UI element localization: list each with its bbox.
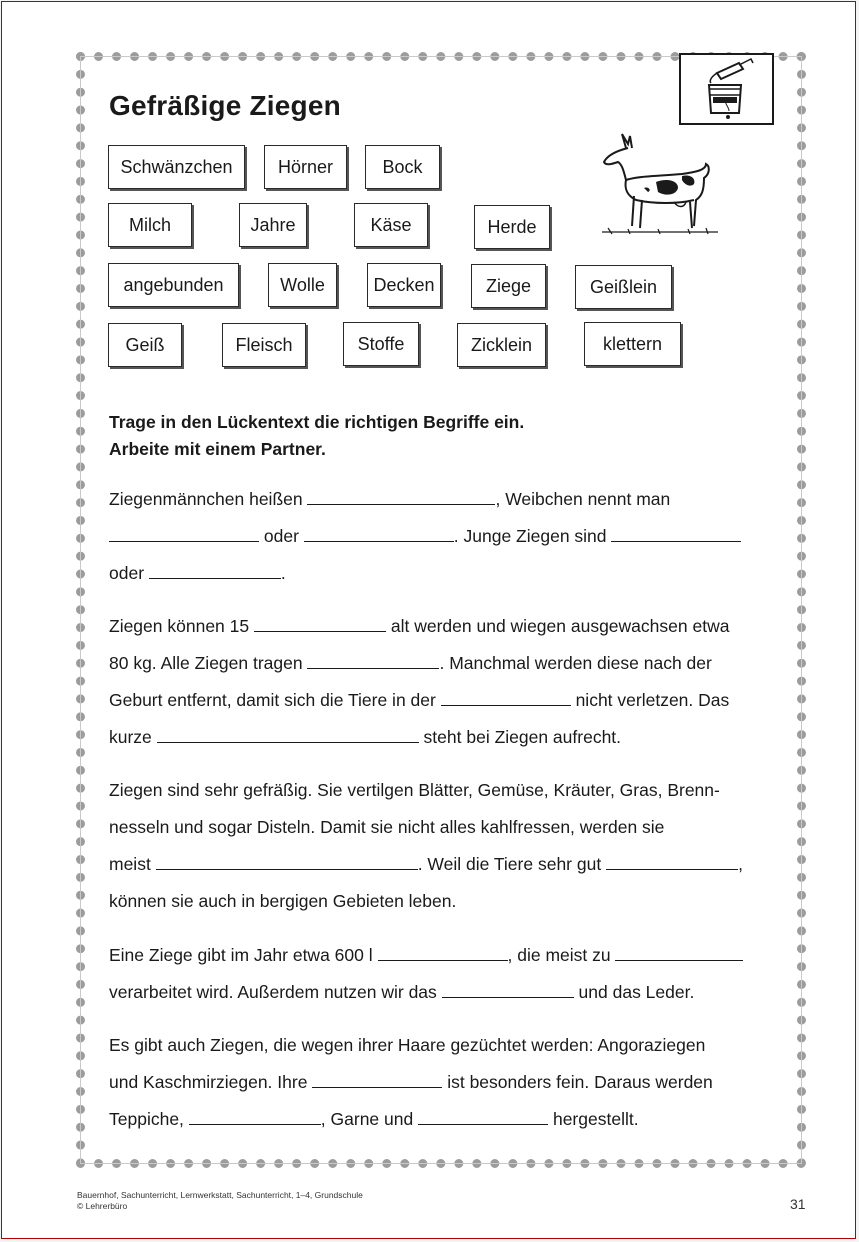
word-card: Ziege bbox=[471, 264, 546, 308]
task-instructions bbox=[109, 409, 524, 463]
cloze-paragraph-4 bbox=[109, 937, 743, 1011]
cloze-text: , bbox=[738, 854, 743, 874]
blank-field[interactable] bbox=[418, 1106, 548, 1125]
cloze-text: und das Leder. bbox=[578, 982, 695, 1002]
blank-field[interactable] bbox=[312, 1069, 442, 1088]
cloze-text: Eine Ziege gibt im Jahr etwa 600 l bbox=[109, 945, 373, 965]
instruction-line: Arbeite mit einem Partner. bbox=[109, 439, 326, 459]
cloze-text: meist bbox=[109, 854, 151, 874]
word-card: Geiß bbox=[108, 323, 182, 367]
cloze-text: steht bei Ziegen aufrecht. bbox=[423, 727, 622, 747]
cloze-text: Ziegen sind sehr gefräßig. Sie vertilgen Blätter, Gemüse, Kräuter, Gras, Brenn- bbox=[109, 780, 720, 800]
cloze-text: , Garne und bbox=[320, 1109, 414, 1129]
word-card: Zicklein bbox=[457, 323, 546, 367]
blank-field[interactable] bbox=[109, 523, 259, 542]
cloze-paragraph-2 bbox=[109, 608, 729, 756]
blank-field[interactable] bbox=[615, 942, 743, 961]
cloze-paragraph-3 bbox=[109, 772, 743, 920]
cloze-text: . Manchmal werden diese nach der bbox=[439, 653, 712, 673]
page-number: 31 bbox=[790, 1196, 806, 1212]
worksheet-title: Gefräßige Ziegen bbox=[109, 90, 341, 121]
cloze-text: Ziegenmännchen heißen bbox=[109, 489, 303, 509]
word-card: Hörner bbox=[264, 145, 347, 189]
cloze-text: . Weil die Tiere sehr gut bbox=[417, 854, 602, 874]
word-card: Wolle bbox=[268, 263, 337, 307]
word-card: Jahre bbox=[239, 203, 307, 247]
blank-field[interactable] bbox=[442, 979, 574, 998]
cloze-text: , die meist zu bbox=[507, 945, 611, 965]
blank-field[interactable] bbox=[307, 486, 495, 505]
cloze-text: Teppiche, bbox=[109, 1109, 184, 1129]
word-card: Käse bbox=[354, 203, 428, 247]
cloze-paragraph-1 bbox=[109, 481, 741, 592]
footer-credits bbox=[77, 1190, 363, 1212]
cloze-text: verarbeitet wird. Außerdem nutzen wir das bbox=[109, 982, 437, 1002]
cloze-text: Geburt entfernt, damit sich die Tiere in der bbox=[109, 690, 436, 710]
blank-field[interactable] bbox=[441, 687, 571, 706]
cloze-text: hergestellt. bbox=[552, 1109, 639, 1129]
blank-field[interactable] bbox=[254, 613, 386, 632]
word-card: Stoffe bbox=[343, 322, 419, 366]
cloze-text: nesseln und sogar Disteln. Damit sie nicht alles kahlfressen, werden sie bbox=[109, 817, 665, 837]
word-card: angebunden bbox=[108, 263, 239, 307]
cloze-text: ist besonders fein. Daraus werden bbox=[447, 1072, 713, 1092]
cloze-text: oder bbox=[109, 563, 145, 583]
footer-line: © Lehrerbüro bbox=[77, 1201, 128, 1211]
cloze-paragraph-5 bbox=[109, 1027, 713, 1138]
word-card: Bock bbox=[365, 145, 440, 189]
cloze-text: alt werden und wiegen ausgewachsen etwa bbox=[390, 616, 730, 636]
blank-field[interactable] bbox=[307, 650, 439, 669]
worksheet-page bbox=[1, 1, 856, 1239]
cloze-text: oder bbox=[263, 526, 299, 546]
cloze-text: kurze bbox=[109, 727, 152, 747]
cloze-text: können sie auch in bergigen Gebieten leben. bbox=[109, 891, 457, 911]
word-card: Geißlein bbox=[575, 265, 672, 309]
instruction-line: Trage in den Lückentext die richtigen Begriffe ein. bbox=[109, 412, 525, 432]
cloze-text: und Kaschmirziegen. Ihre bbox=[109, 1072, 308, 1092]
blank-field[interactable] bbox=[378, 942, 508, 961]
cloze-text: . Junge Ziegen sind bbox=[453, 526, 607, 546]
word-card: Decken bbox=[367, 263, 441, 307]
blank-field[interactable] bbox=[149, 560, 281, 579]
word-card: Schwänzchen bbox=[108, 145, 245, 189]
word-card: Milch bbox=[108, 203, 192, 247]
goat-illustration bbox=[598, 130, 720, 242]
cloze-text: 80 kg. Alle Ziegen tragen bbox=[109, 653, 303, 673]
cloze-text: Ziegen können 15 bbox=[109, 616, 250, 636]
footer-line: Bauernhof, Sachunterricht, Lernwerkstatt, Sachunterricht, 1–4, Grundschule bbox=[77, 1190, 363, 1200]
cloze-text: Es gibt auch Ziegen, die wegen ihrer Haare gezüchtet werden: Angoraziegen bbox=[109, 1035, 706, 1055]
blank-field[interactable] bbox=[611, 523, 741, 542]
blank-field[interactable] bbox=[304, 523, 454, 542]
blank-field[interactable] bbox=[157, 724, 419, 743]
blank-field[interactable] bbox=[189, 1106, 321, 1125]
word-card: Fleisch bbox=[222, 323, 306, 367]
blank-field[interactable] bbox=[606, 851, 738, 870]
watering-can-icon bbox=[681, 55, 772, 123]
cloze-text: , Weibchen nennt man bbox=[495, 489, 671, 509]
cloze-text: . bbox=[280, 563, 286, 583]
word-card: Herde bbox=[474, 205, 550, 249]
activity-icon-box bbox=[679, 53, 774, 125]
word-card: klettern bbox=[584, 322, 681, 366]
cloze-text: nicht verletzen. Das bbox=[575, 690, 730, 710]
blank-field[interactable] bbox=[156, 851, 418, 870]
